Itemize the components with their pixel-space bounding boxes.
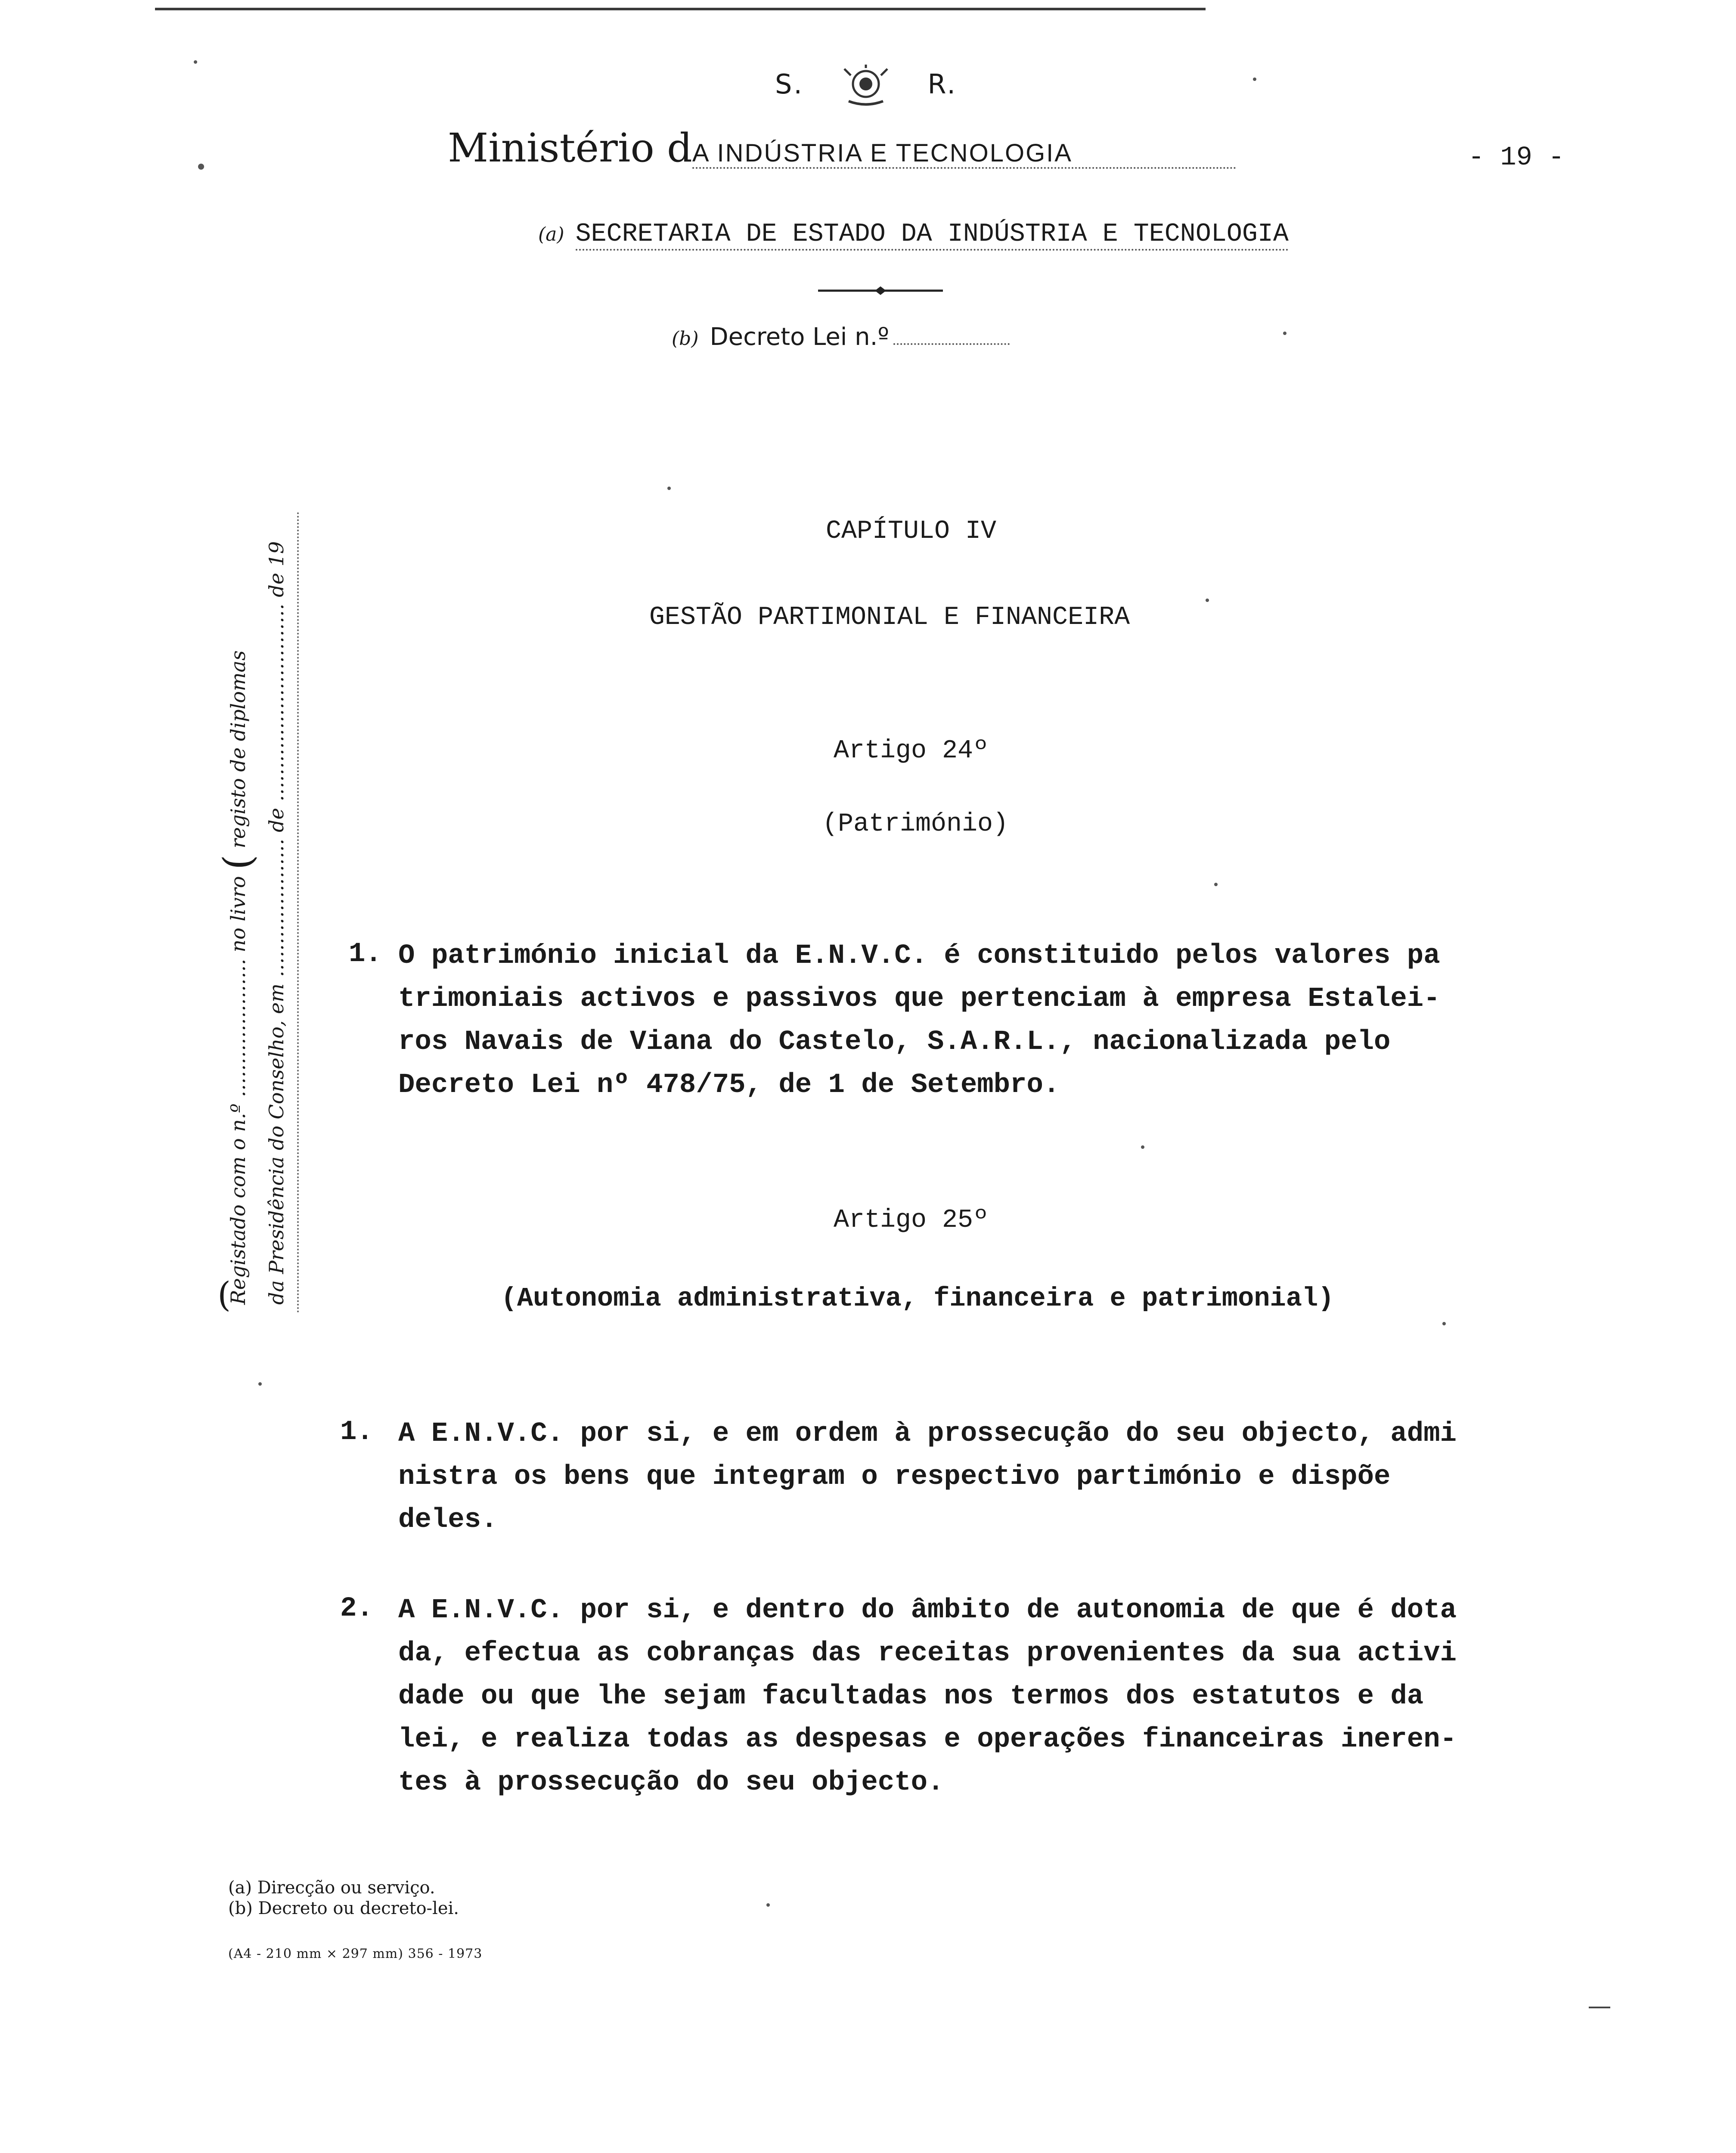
chapter-number: CAPÍTULO IV [825,517,997,546]
ornament-divider-icon [818,286,943,295]
scan-speck [766,1903,770,1907]
top-edge-rule [155,8,1206,10]
decreto-line [672,323,1010,351]
ministry-line [448,125,1236,171]
secretaria-line [538,220,1289,249]
form-code: (A4 - 210 mm × 297 mm) 356 - 1973 [228,1946,483,1961]
scan-speck [194,60,197,64]
margin-council-text: da Presidência do Conselho, em ………………… de ………………………… de 19 [265,541,288,1305]
secretaria-marker: (a) [538,223,564,245]
scan-speck [1253,78,1256,81]
article-25-subtitle: (Autonomia administrativa, financeira e patrimonial) [501,1283,1334,1314]
article-25-para-2: A E.N.V.C. por si, e dentro do âmbito de autonomia de que é dota da, efectua as cobranças das receitas provenientes da sua activi dade ou que lhe sejam facultadas nos termos dos estatutos e da lei, e realiza todas as despesas e operações financeiras ineren- tes à prossecução do seu objecto. [398,1595,1457,1798]
footnote-b: (b) Decreto ou decreto-lei. [228,1899,459,1918]
decreto-marker: (b) [672,328,699,350]
header-letter-s: S. [775,68,804,100]
article-24-subtitle: (Património) [822,810,1009,839]
article-25-para-2-number: 2. [340,1593,373,1624]
scan-speck [667,487,671,490]
margin-dotted-rule [297,512,299,1313]
decreto-label: Decreto Lei n.º [710,323,889,351]
header-letter-r: R. [927,68,958,100]
article-25-para-1-number: 1. [340,1417,373,1448]
article-24-heading: Artigo 24º [833,736,989,766]
scan-speck [1283,332,1286,335]
scan-speck [1442,1322,1446,1325]
article-24-para-1-number: 1. [349,939,382,970]
decreto-blank [893,343,1010,345]
footnotes [228,1877,459,1919]
ministry-name: A INDÚSTRIA E TECNOLOGIA [692,139,1236,169]
state-header [775,65,957,108]
article-25-heading: Artigo 25º [833,1206,989,1235]
article-25-para-1: A E.N.V.C. por si, e em ordem à prossecução do seu objecto, admi nistra os bens que integram o respectivo partimónio e dispõe deles. [398,1418,1457,1536]
scan-speck [1141,1145,1144,1149]
margin-registration-text: Registado com o n.º ………………… no livro ( registo de diplomas [215,650,260,1305]
scan-speck [198,164,204,170]
page-number: - 19 - [1468,142,1565,173]
corner-mark [1589,2007,1610,2008]
coat-of-arms-icon [840,65,892,108]
scan-speck [1214,883,1218,886]
secretaria-name: SECRETARIA DE ESTADO DA INDÚSTRIA E TECNOLOGIA [576,220,1289,251]
ministry-label: Ministério d [448,125,692,171]
scan-speck [258,1382,262,1386]
scan-speck [1206,599,1209,602]
article-24-para-1: O património inicial da E.N.V.C. é constituido pelos valores pa trimoniais activos e passivos que pertenciam à empresa Estalei- ros Navais de Viana do Castelo, S.A.R.L., nacionalizada pelo Decreto Lei nº 478/75, de 1 de Setembro. [398,940,1440,1101]
margin-bracket-icon: ( [217,1275,231,1315]
footnote-a: (a) Direcção ou serviço. [228,1878,435,1898]
chapter-title: GESTÃO PARTIMONIAL E FINANCEIRA [649,603,1130,632]
